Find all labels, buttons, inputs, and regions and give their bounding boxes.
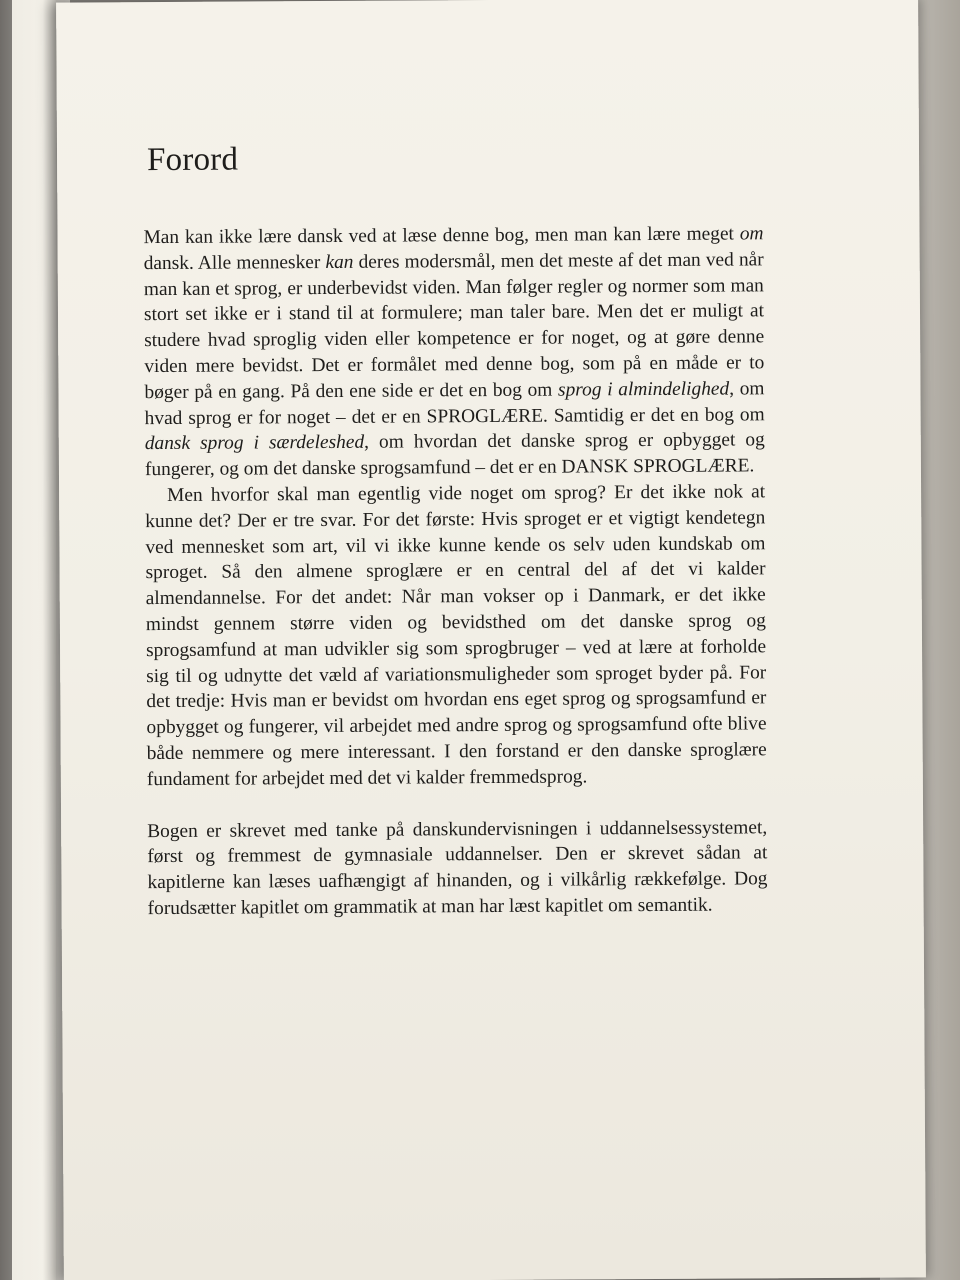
text-segment: Bogen er skrevet med tanke på danskundervisningen i uddannelsessystemet, først og fremmest de gymnasiale uddannelser. Den er skrevet sådan at kapitlerne kan læses uafhængigt af hinanden, og i vilkårlig rækkefølge. Dog forudsætter kapitlet om grammatik at man har læst kapitlet om semantik. [147,816,768,920]
text-segment: deres modersmål, men det meste af det man ved når man kan et sprog, er underbevidst viden. Man følger regler og normer som man stort set ikke er i stand til at formulere; man taler bare. Men det er muligt at studere hvad sproglig viden eller kompetence er for noget, og at gøre denne viden mere bevidst. Det er formålet med denne bog, som på en måde er to bøger på en gang. På den ene side er det en bog om [143,249,765,403]
italic-phrase: dansk sprog i særdeleshed [144,432,365,455]
text-segment: , om hvordan det danske sprog er opbygget og fungerer, og om det danske sprogsamfund – det er en DANSK SPROGLÆRE. [144,429,765,481]
book-page [56,0,926,1280]
italic-phrase: kan [325,251,354,273]
page-content [143,138,768,921]
text-segment: Man kan ikke lære dansk ved at læse denne bog, men man kan lære meget [143,223,740,249]
paragraph-2 [145,479,767,792]
text-segment: , om hvad sprog er for noget – det er en SPROGLÆRE. Samtidig er det en bog om [144,378,765,429]
text-segment: Men hvorfor skal man egentlig vide noget om sprog? Er det ikke nok at kunne det? Der er tre svar. For det første: Hvis sproget er et vigtigt kendetegn ved mennesket som art, vil vi ikke kunne kende os selv uden kundskab om sproget. Så den almene sproglære er en central del af det vi kalder almendannelse. For det andet: Når man vokser op i Danmark, er det ikke mindst gennem større viden og bevidsthed om det danske sprog og sprogsamfund at man udvikler sig som sprogbruger – ved at lære at forholde sig til og udnytte det væld af variationsmuligheder som sproget byder på. For det tredje: Hvis man er bevidst om hvordan ens eget sprog og sprogsamfund er opbygget og fungerer, vil arbejdet med andre sprog og sprogsamfund ofte blive både nemmere og mere interessant. I den forstand er den danske sproglære fundament for arbejdet med det vi kalder fremmedsprog. [145,481,767,790]
text-segment: dansk. Alle mennesker [143,251,326,274]
page-title: Forord [146,141,239,179]
paragraph-3 [147,815,768,922]
body-text [143,221,767,921]
previous-page-edge [12,0,56,1280]
paragraph-1 [143,221,765,483]
italic-phrase: om [739,223,764,245]
italic-phrase: sprog i almindelighed [557,378,730,401]
paragraph-gap [147,789,767,819]
